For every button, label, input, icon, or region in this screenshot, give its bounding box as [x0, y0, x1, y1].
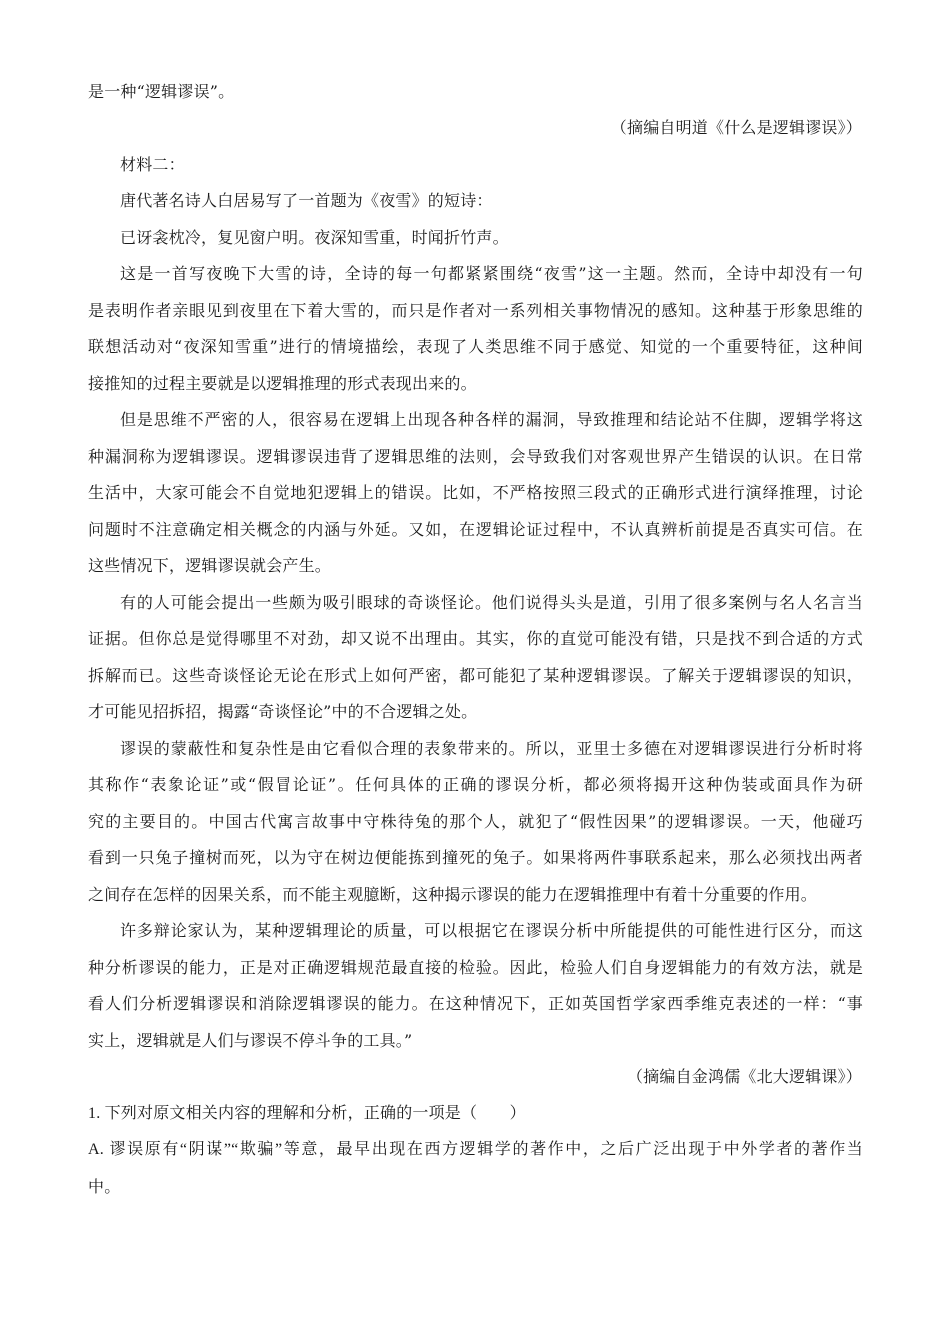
section-heading: 材料二： [120, 155, 185, 174]
text-line: 其称作“表象论证”或“假冒论证”。任何具体的正确的谬误分析，都必须将揭开这种伪装或面具作为研 [88, 775, 863, 794]
text-line: 究的主要目的。中国古代寓言故事中守株待兔的那个人，就犯了“假性因果”的逻辑谬误。一天，他碰巧 [88, 812, 863, 831]
text-line: 之间存在怎样的因果关系，而不能主观臆断，这种揭示谬误的能力在逻辑推理中有着十分重要的作用。 [88, 885, 818, 904]
poem-line: 已讶衾枕冷，复见窗户明。夜深知雪重，时闻折竹声。 [120, 228, 509, 247]
text-line: 这是一首写夜晚下大雪的诗，全诗的每一句都紧紧围绕“夜雪”这一主题。然而，全诗中却没有一句 [120, 264, 863, 283]
text-line: 才可能见招拆招，揭露“奇谈怪论”中的不合逻辑之处。 [88, 702, 478, 721]
text-line: 谬误的蒙蔽性和复杂性是由它看似合理的表象带来的。所以，亚里士多德在对逻辑谬误进行分析时将 [120, 739, 863, 758]
text-line: 生活中，大家可能会不自觉地犯逻辑上的错误。比如，不严格按照三段式的正确形式进行演绎推理，讨论 [88, 483, 863, 502]
text-line: 许多辩论家认为，某种逻辑理论的质量，可以根据它在谬误分析中所能提供的可能性进行区分，而这 [120, 921, 863, 940]
text-line: 唐代著名诗人白居易写了一首题为《夜雪》的短诗： [120, 191, 493, 210]
text-line: 是表明作者亲眼见到夜里在下着大雪的，而只是作者对一系列相关事物情况的感知。这种基于形象思维的 [88, 301, 863, 320]
text-line: 看人们分析逻辑谬误和消除逻辑谬误的能力。在这种情况下，正如英国哲学家西季维克表述的一样：“事 [88, 994, 863, 1013]
answer-option-a-continued: 中。 [88, 1177, 121, 1196]
text-line: 接推知的过程主要就是以逻辑推理的形式表现出来的。 [88, 374, 477, 393]
source-citation: （摘编自明道《什么是逻辑谬误》） [610, 118, 862, 137]
text-line: 但是思维不严密的人，很容易在逻辑上出现各种各样的漏洞，导致推理和结论站不住脚，逻辑学将这 [120, 410, 863, 429]
text-line: 看到一只兔子撞树而死，以为守在树边便能拣到撞死的兔子。如果将两件事联系起来，那么必须找出两者 [88, 848, 863, 867]
source-citation: （摘编自金鸿儒《北大逻辑课》） [626, 1067, 862, 1086]
text-line: 有的人可能会提出一些颇为吸引眼球的奇谈怪论。他们说得头头是道，引用了很多案例与名人名言当 [120, 593, 863, 612]
text-line: 是一种“逻辑谬误”。 [88, 82, 235, 101]
answer-option-a: A. 谬误原有“阴谋”“欺骗”等意，最早出现在西方逻辑学的著作中，之后广泛出现于中外学者的著作当 [88, 1141, 863, 1158]
text-line: 联想活动对“夜深知雪重”进行的情境描绘，表现了人类思维不同于感觉、知觉的一个重要特征，这种间 [88, 337, 863, 356]
text-line: 种分析谬误的能力，正是对正确逻辑规范最直接的检验。因此，检验人们自身逻辑能力的有效方法，就是 [88, 958, 863, 977]
text-line: 这些情况下，逻辑谬误就会产生。 [88, 556, 332, 575]
text-line: 种漏洞称为逻辑谬误。逻辑谬误违背了逻辑思维的法则，会导致我们对客观世界产生错误的认识。在日常 [88, 447, 863, 466]
text-line: 问题时不注意确定相关概念的内涵与外延。又如，在逻辑论证过程中，不认真辨析前提是否真实可信。在 [88, 520, 863, 539]
text-line: 拆解而已。这些奇谈怪论无论在形式上如何严密，都可能犯了某种逻辑谬误。了解关于逻辑谬误的知识， [88, 666, 863, 685]
text-line: 实上，逻辑就是人们与谬误不停斗争的工具。” [88, 1031, 413, 1050]
text-line: 证据。但你总是觉得哪里不对劲，却又说不出理由。其实，你的直觉可能没有错，只是找不到合适的方式 [88, 629, 863, 648]
question-stem: 1. 下列对原文相关内容的理解和分析，正确的一项是（ ） [88, 1105, 526, 1122]
